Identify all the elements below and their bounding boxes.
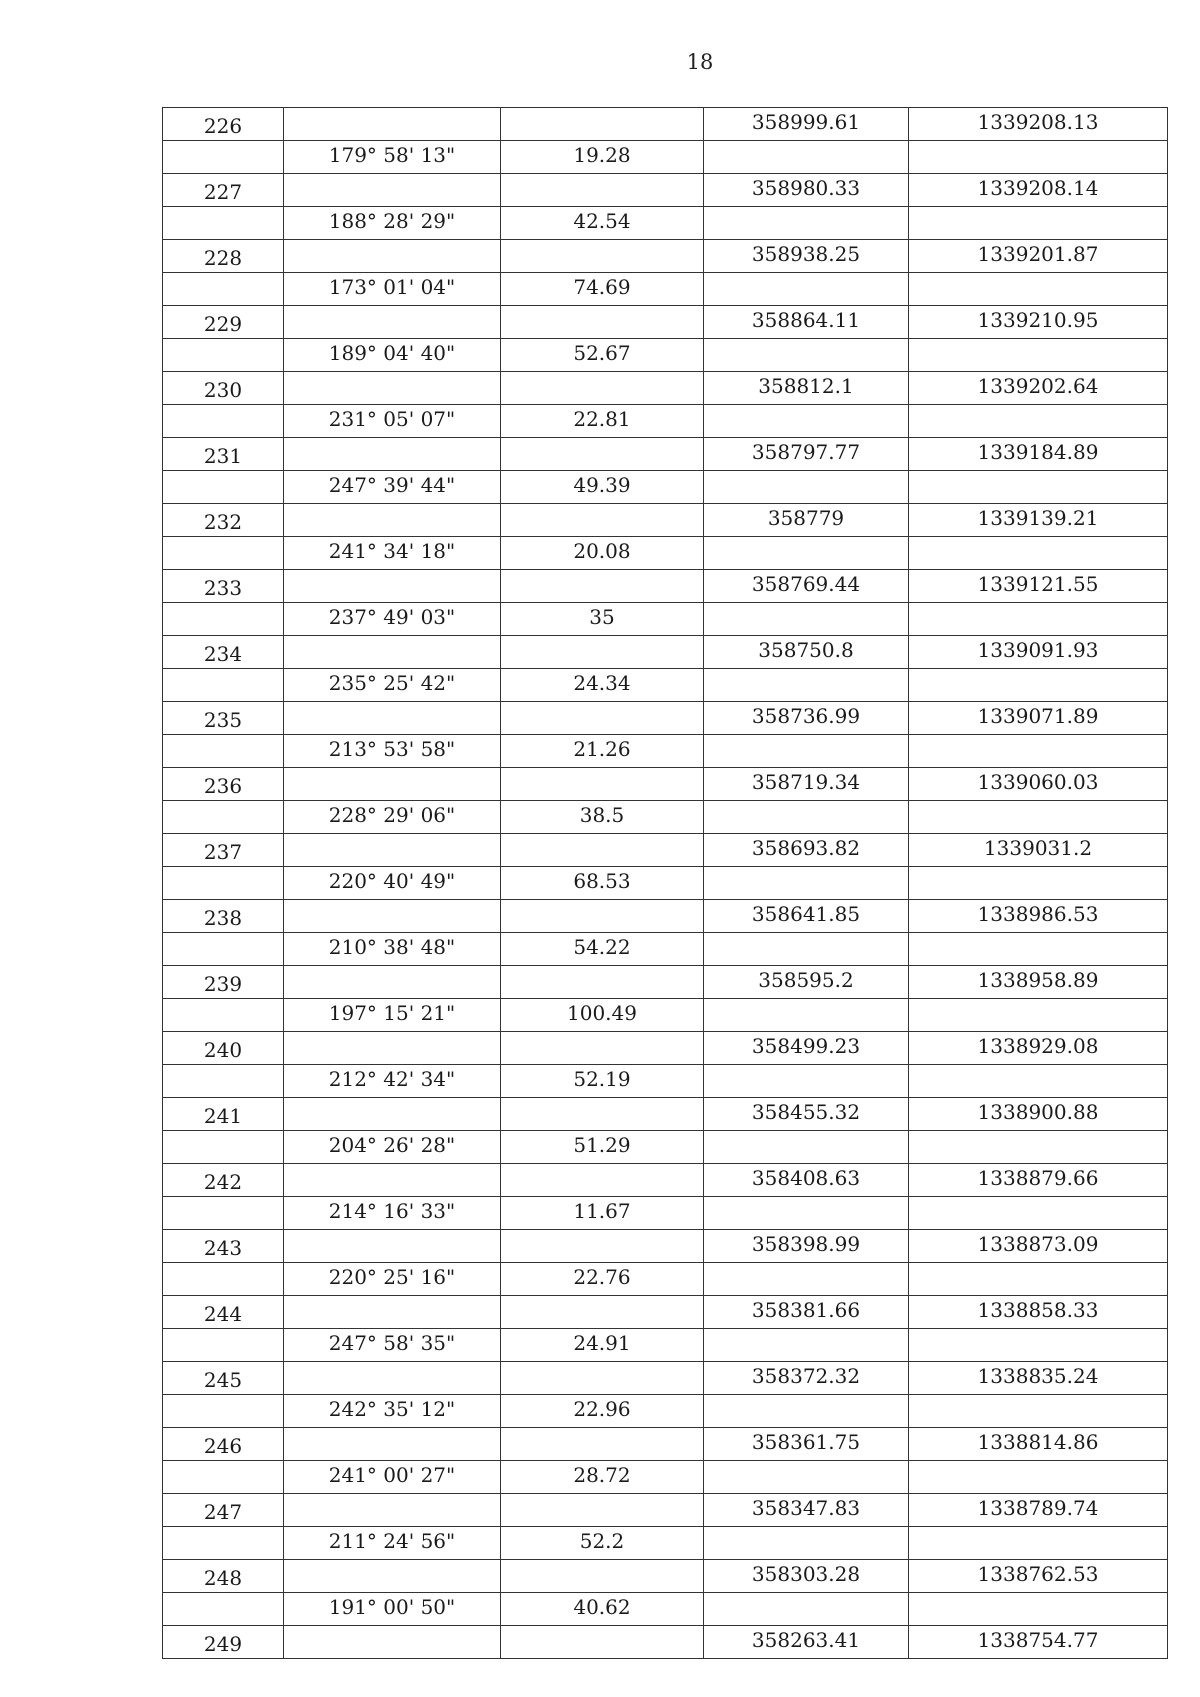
- point-row: [163, 900, 1168, 933]
- coordinates-table: [162, 107, 1168, 1659]
- bearing-angle-cell: 197° 15' 21": [284, 999, 501, 1032]
- y-coordinate-cell: [909, 1065, 1168, 1098]
- segment-row: [163, 669, 1168, 702]
- point-number-cell: 244: [163, 1296, 284, 1329]
- bearing-angle-cell: [284, 1362, 501, 1395]
- x-coordinate-cell: 358381.66: [704, 1296, 909, 1329]
- point-number-cell: [163, 273, 284, 306]
- bearing-angle-cell: [284, 438, 501, 471]
- y-coordinate-cell: [909, 537, 1168, 570]
- y-coordinate-cell: [909, 669, 1168, 702]
- bearing-angle-cell: [284, 1428, 501, 1461]
- y-coordinate-cell: 1338789.74: [909, 1494, 1168, 1527]
- point-row: [163, 1362, 1168, 1395]
- point-number-cell: [163, 1329, 284, 1362]
- y-coordinate-cell: 1339210.95: [909, 306, 1168, 339]
- x-coordinate-cell: 358693.82: [704, 834, 909, 867]
- segment-length-cell: 28.72: [501, 1461, 704, 1494]
- bearing-angle-cell: [284, 1296, 501, 1329]
- y-coordinate-cell: 1339184.89: [909, 438, 1168, 471]
- y-coordinate-cell: 1338858.33: [909, 1296, 1168, 1329]
- segment-row: [163, 867, 1168, 900]
- y-coordinate-cell: [909, 1131, 1168, 1164]
- segment-row: [163, 933, 1168, 966]
- point-number-cell: 246: [163, 1428, 284, 1461]
- point-number-cell: 231: [163, 438, 284, 471]
- y-coordinate-cell: [909, 405, 1168, 438]
- bearing-angle-cell: [284, 1560, 501, 1593]
- x-coordinate-cell: 358736.99: [704, 702, 909, 735]
- point-number-cell: 249: [163, 1626, 284, 1659]
- segment-length-cell: [501, 108, 704, 141]
- point-number-cell: [163, 207, 284, 240]
- x-coordinate-cell: 358769.44: [704, 570, 909, 603]
- bearing-angle-cell: 235° 25' 42": [284, 669, 501, 702]
- segment-row: [163, 141, 1168, 174]
- y-coordinate-cell: [909, 339, 1168, 372]
- y-coordinate-cell: [909, 1461, 1168, 1494]
- point-number-cell: [163, 339, 284, 372]
- bearing-angle-cell: 247° 58' 35": [284, 1329, 501, 1362]
- point-number-cell: 243: [163, 1230, 284, 1263]
- point-number-cell: [163, 471, 284, 504]
- y-coordinate-cell: 1338929.08: [909, 1032, 1168, 1065]
- segment-length-cell: 22.81: [501, 405, 704, 438]
- x-coordinate-cell: 358938.25: [704, 240, 909, 273]
- y-coordinate-cell: 1339208.13: [909, 108, 1168, 141]
- point-number-cell: 242: [163, 1164, 284, 1197]
- segment-row: [163, 1527, 1168, 1560]
- y-coordinate-cell: 1338754.77: [909, 1626, 1168, 1659]
- segment-length-cell: [501, 372, 704, 405]
- bearing-angle-cell: [284, 1164, 501, 1197]
- segment-length-cell: 38.5: [501, 801, 704, 834]
- point-number-cell: [163, 933, 284, 966]
- bearing-angle-cell: [284, 636, 501, 669]
- bearing-angle-cell: 189° 04' 40": [284, 339, 501, 372]
- point-row: [163, 834, 1168, 867]
- point-row: [163, 504, 1168, 537]
- x-coordinate-cell: 358999.61: [704, 108, 909, 141]
- point-number-cell: [163, 1263, 284, 1296]
- segment-length-cell: [501, 1230, 704, 1263]
- y-coordinate-cell: 1338958.89: [909, 966, 1168, 999]
- segment-length-cell: [501, 1428, 704, 1461]
- y-coordinate-cell: 1338986.53: [909, 900, 1168, 933]
- x-coordinate-cell: [704, 801, 909, 834]
- bearing-angle-cell: [284, 372, 501, 405]
- segment-length-cell: 42.54: [501, 207, 704, 240]
- point-number-cell: 248: [163, 1560, 284, 1593]
- x-coordinate-cell: [704, 1065, 909, 1098]
- x-coordinate-cell: 358812.1: [704, 372, 909, 405]
- bearing-angle-cell: [284, 768, 501, 801]
- bearing-angle-cell: 173° 01' 04": [284, 273, 501, 306]
- x-coordinate-cell: [704, 1197, 909, 1230]
- point-row: [163, 1428, 1168, 1461]
- bearing-angle-cell: 242° 35' 12": [284, 1395, 501, 1428]
- segment-length-cell: 52.67: [501, 339, 704, 372]
- segment-row: [163, 207, 1168, 240]
- x-coordinate-cell: 358864.11: [704, 306, 909, 339]
- segment-row: [163, 999, 1168, 1032]
- point-number-cell: 236: [163, 768, 284, 801]
- point-row: [163, 1032, 1168, 1065]
- segment-length-cell: [501, 1164, 704, 1197]
- y-coordinate-cell: 1339121.55: [909, 570, 1168, 603]
- x-coordinate-cell: [704, 1527, 909, 1560]
- point-number-cell: [163, 405, 284, 438]
- x-coordinate-cell: 358361.75: [704, 1428, 909, 1461]
- segment-length-cell: 22.76: [501, 1263, 704, 1296]
- x-coordinate-cell: [704, 735, 909, 768]
- x-coordinate-cell: 358347.83: [704, 1494, 909, 1527]
- segment-length-cell: 40.62: [501, 1593, 704, 1626]
- segment-length-cell: 35: [501, 603, 704, 636]
- bearing-angle-cell: [284, 1098, 501, 1131]
- point-number-cell: [163, 867, 284, 900]
- x-coordinate-cell: 358641.85: [704, 900, 909, 933]
- bearing-angle-cell: 211° 24' 56": [284, 1527, 501, 1560]
- segment-row: [163, 801, 1168, 834]
- point-number-cell: 238: [163, 900, 284, 933]
- y-coordinate-cell: 1338762.53: [909, 1560, 1168, 1593]
- x-coordinate-cell: [704, 1461, 909, 1494]
- x-coordinate-cell: [704, 273, 909, 306]
- y-coordinate-cell: 1338835.24: [909, 1362, 1168, 1395]
- point-number-cell: [163, 669, 284, 702]
- segment-length-cell: 49.39: [501, 471, 704, 504]
- segment-length-cell: 22.96: [501, 1395, 704, 1428]
- y-coordinate-cell: [909, 603, 1168, 636]
- x-coordinate-cell: [704, 933, 909, 966]
- y-coordinate-cell: [909, 207, 1168, 240]
- x-coordinate-cell: 358263.41: [704, 1626, 909, 1659]
- point-number-cell: 228: [163, 240, 284, 273]
- x-coordinate-cell: 358797.77: [704, 438, 909, 471]
- point-row: [163, 1626, 1168, 1659]
- y-coordinate-cell: 1338879.66: [909, 1164, 1168, 1197]
- point-number-cell: [163, 1131, 284, 1164]
- segment-row: [163, 537, 1168, 570]
- bearing-angle-cell: 179° 58' 13": [284, 141, 501, 174]
- segment-length-cell: 11.67: [501, 1197, 704, 1230]
- x-coordinate-cell: [704, 1593, 909, 1626]
- segment-length-cell: [501, 504, 704, 537]
- segment-length-cell: 54.22: [501, 933, 704, 966]
- segment-length-cell: [501, 1560, 704, 1593]
- segment-row: [163, 1593, 1168, 1626]
- y-coordinate-cell: [909, 1329, 1168, 1362]
- y-coordinate-cell: [909, 273, 1168, 306]
- point-row: [163, 570, 1168, 603]
- point-row: [163, 768, 1168, 801]
- point-number-cell: [163, 1527, 284, 1560]
- x-coordinate-cell: [704, 471, 909, 504]
- bearing-angle-cell: [284, 966, 501, 999]
- y-coordinate-cell: 1339031.2: [909, 834, 1168, 867]
- point-row: [163, 966, 1168, 999]
- segment-row: [163, 1329, 1168, 1362]
- point-number-cell: 240: [163, 1032, 284, 1065]
- y-coordinate-cell: [909, 141, 1168, 174]
- segment-length-cell: 52.2: [501, 1527, 704, 1560]
- page-number: 18: [686, 50, 714, 74]
- segment-length-cell: 20.08: [501, 537, 704, 570]
- x-coordinate-cell: [704, 339, 909, 372]
- segment-row: [163, 1065, 1168, 1098]
- point-number-cell: 245: [163, 1362, 284, 1395]
- point-row: [163, 636, 1168, 669]
- y-coordinate-cell: 1339202.64: [909, 372, 1168, 405]
- segment-row: [163, 405, 1168, 438]
- point-row: [163, 1494, 1168, 1527]
- point-row: [163, 306, 1168, 339]
- point-row: [163, 372, 1168, 405]
- y-coordinate-cell: 1339139.21: [909, 504, 1168, 537]
- y-coordinate-cell: [909, 1527, 1168, 1560]
- y-coordinate-cell: [909, 471, 1168, 504]
- bearing-angle-cell: 191° 00' 50": [284, 1593, 501, 1626]
- point-row: [163, 1098, 1168, 1131]
- y-coordinate-cell: 1338873.09: [909, 1230, 1168, 1263]
- y-coordinate-cell: 1339091.93: [909, 636, 1168, 669]
- bearing-angle-cell: [284, 834, 501, 867]
- segment-row: [163, 339, 1168, 372]
- x-coordinate-cell: 358408.63: [704, 1164, 909, 1197]
- bearing-angle-cell: 188° 28' 29": [284, 207, 501, 240]
- bearing-angle-cell: [284, 240, 501, 273]
- segment-row: [163, 1461, 1168, 1494]
- segment-length-cell: [501, 1098, 704, 1131]
- bearing-angle-cell: [284, 1032, 501, 1065]
- x-coordinate-cell: [704, 141, 909, 174]
- point-number-cell: [163, 801, 284, 834]
- point-number-cell: [163, 603, 284, 636]
- point-number-cell: [163, 1395, 284, 1428]
- segment-length-cell: 100.49: [501, 999, 704, 1032]
- bearing-angle-cell: [284, 108, 501, 141]
- segment-length-cell: [501, 702, 704, 735]
- x-coordinate-cell: [704, 207, 909, 240]
- point-number-cell: 230: [163, 372, 284, 405]
- y-coordinate-cell: [909, 933, 1168, 966]
- point-number-cell: 226: [163, 108, 284, 141]
- segment-length-cell: [501, 834, 704, 867]
- segment-length-cell: [501, 1626, 704, 1659]
- point-number-cell: 229: [163, 306, 284, 339]
- y-coordinate-cell: [909, 867, 1168, 900]
- point-number-cell: [163, 537, 284, 570]
- point-number-cell: [163, 735, 284, 768]
- point-number-cell: 239: [163, 966, 284, 999]
- segment-length-cell: 74.69: [501, 273, 704, 306]
- bearing-angle-cell: 237° 49' 03": [284, 603, 501, 636]
- bearing-angle-cell: 214° 16' 33": [284, 1197, 501, 1230]
- point-number-cell: 235: [163, 702, 284, 735]
- point-number-cell: 234: [163, 636, 284, 669]
- x-coordinate-cell: 358779: [704, 504, 909, 537]
- x-coordinate-cell: 358980.33: [704, 174, 909, 207]
- x-coordinate-cell: 358719.34: [704, 768, 909, 801]
- segment-length-cell: [501, 1494, 704, 1527]
- y-coordinate-cell: [909, 1593, 1168, 1626]
- point-number-cell: [163, 999, 284, 1032]
- point-number-cell: 247: [163, 1494, 284, 1527]
- point-number-cell: 237: [163, 834, 284, 867]
- x-coordinate-cell: [704, 603, 909, 636]
- x-coordinate-cell: [704, 537, 909, 570]
- bearing-angle-cell: [284, 702, 501, 735]
- point-row: [163, 1560, 1168, 1593]
- point-number-cell: [163, 1197, 284, 1230]
- segment-length-cell: [501, 966, 704, 999]
- segment-length-cell: 68.53: [501, 867, 704, 900]
- point-row: [163, 174, 1168, 207]
- y-coordinate-cell: [909, 1263, 1168, 1296]
- x-coordinate-cell: 358303.28: [704, 1560, 909, 1593]
- point-row: [163, 240, 1168, 273]
- bearing-angle-cell: [284, 504, 501, 537]
- point-row: [163, 1296, 1168, 1329]
- bearing-angle-cell: 220° 25' 16": [284, 1263, 501, 1296]
- bearing-angle-cell: [284, 570, 501, 603]
- bearing-angle-cell: 241° 34' 18": [284, 537, 501, 570]
- x-coordinate-cell: 358398.99: [704, 1230, 909, 1263]
- segment-row: [163, 471, 1168, 504]
- segment-length-cell: [501, 570, 704, 603]
- point-number-cell: 233: [163, 570, 284, 603]
- x-coordinate-cell: [704, 999, 909, 1032]
- point-number-cell: 241: [163, 1098, 284, 1131]
- x-coordinate-cell: [704, 669, 909, 702]
- x-coordinate-cell: [704, 1329, 909, 1362]
- bearing-angle-cell: 212° 42' 34": [284, 1065, 501, 1098]
- y-coordinate-cell: [909, 735, 1168, 768]
- segment-length-cell: 19.28: [501, 141, 704, 174]
- point-number-cell: 232: [163, 504, 284, 537]
- segment-length-cell: [501, 1362, 704, 1395]
- x-coordinate-cell: [704, 1263, 909, 1296]
- point-number-cell: [163, 141, 284, 174]
- segment-length-cell: [501, 636, 704, 669]
- y-coordinate-cell: [909, 1395, 1168, 1428]
- bearing-angle-cell: [284, 306, 501, 339]
- y-coordinate-cell: 1338900.88: [909, 1098, 1168, 1131]
- x-coordinate-cell: [704, 867, 909, 900]
- segment-length-cell: 21.26: [501, 735, 704, 768]
- segment-length-cell: 24.91: [501, 1329, 704, 1362]
- bearing-angle-cell: 241° 00' 27": [284, 1461, 501, 1494]
- x-coordinate-cell: 358372.32: [704, 1362, 909, 1395]
- point-number-cell: [163, 1593, 284, 1626]
- point-row: [163, 1164, 1168, 1197]
- bearing-angle-cell: [284, 1230, 501, 1263]
- x-coordinate-cell: [704, 1131, 909, 1164]
- segment-row: [163, 1395, 1168, 1428]
- segment-row: [163, 1263, 1168, 1296]
- bearing-angle-cell: 231° 05' 07": [284, 405, 501, 438]
- segment-row: [163, 603, 1168, 636]
- bearing-angle-cell: 247° 39' 44": [284, 471, 501, 504]
- y-coordinate-cell: 1339060.03: [909, 768, 1168, 801]
- segment-row: [163, 735, 1168, 768]
- point-row: [163, 1230, 1168, 1263]
- y-coordinate-cell: [909, 999, 1168, 1032]
- segment-length-cell: 51.29: [501, 1131, 704, 1164]
- x-coordinate-cell: 358750.8: [704, 636, 909, 669]
- point-number-cell: 227: [163, 174, 284, 207]
- segment-row: [163, 1197, 1168, 1230]
- y-coordinate-cell: [909, 801, 1168, 834]
- x-coordinate-cell: 358455.32: [704, 1098, 909, 1131]
- point-row: [163, 108, 1168, 141]
- segment-length-cell: [501, 768, 704, 801]
- segment-row: [163, 273, 1168, 306]
- y-coordinate-cell: 1339071.89: [909, 702, 1168, 735]
- bearing-angle-cell: [284, 1494, 501, 1527]
- bearing-angle-cell: [284, 1626, 501, 1659]
- segment-length-cell: [501, 1032, 704, 1065]
- segment-length-cell: [501, 438, 704, 471]
- point-row: [163, 702, 1168, 735]
- segment-length-cell: [501, 240, 704, 273]
- bearing-angle-cell: 204° 26' 28": [284, 1131, 501, 1164]
- segment-length-cell: 52.19: [501, 1065, 704, 1098]
- y-coordinate-cell: 1338814.86: [909, 1428, 1168, 1461]
- bearing-angle-cell: 228° 29' 06": [284, 801, 501, 834]
- segment-length-cell: [501, 174, 704, 207]
- x-coordinate-cell: 358595.2: [704, 966, 909, 999]
- x-coordinate-cell: [704, 405, 909, 438]
- bearing-angle-cell: [284, 174, 501, 207]
- segment-length-cell: 24.34: [501, 669, 704, 702]
- bearing-angle-cell: 213° 53' 58": [284, 735, 501, 768]
- point-row: [163, 438, 1168, 471]
- segment-length-cell: [501, 306, 704, 339]
- x-coordinate-cell: [704, 1395, 909, 1428]
- bearing-angle-cell: 210° 38' 48": [284, 933, 501, 966]
- point-number-cell: [163, 1461, 284, 1494]
- y-coordinate-cell: 1339208.14: [909, 174, 1168, 207]
- x-coordinate-cell: 358499.23: [704, 1032, 909, 1065]
- segment-row: [163, 1131, 1168, 1164]
- y-coordinate-cell: [909, 1197, 1168, 1230]
- point-number-cell: [163, 1065, 284, 1098]
- y-coordinate-cell: 1339201.87: [909, 240, 1168, 273]
- segment-length-cell: [501, 900, 704, 933]
- coordinates-table-body: [163, 108, 1168, 1659]
- bearing-angle-cell: 220° 40' 49": [284, 867, 501, 900]
- segment-length-cell: [501, 1296, 704, 1329]
- bearing-angle-cell: [284, 900, 501, 933]
